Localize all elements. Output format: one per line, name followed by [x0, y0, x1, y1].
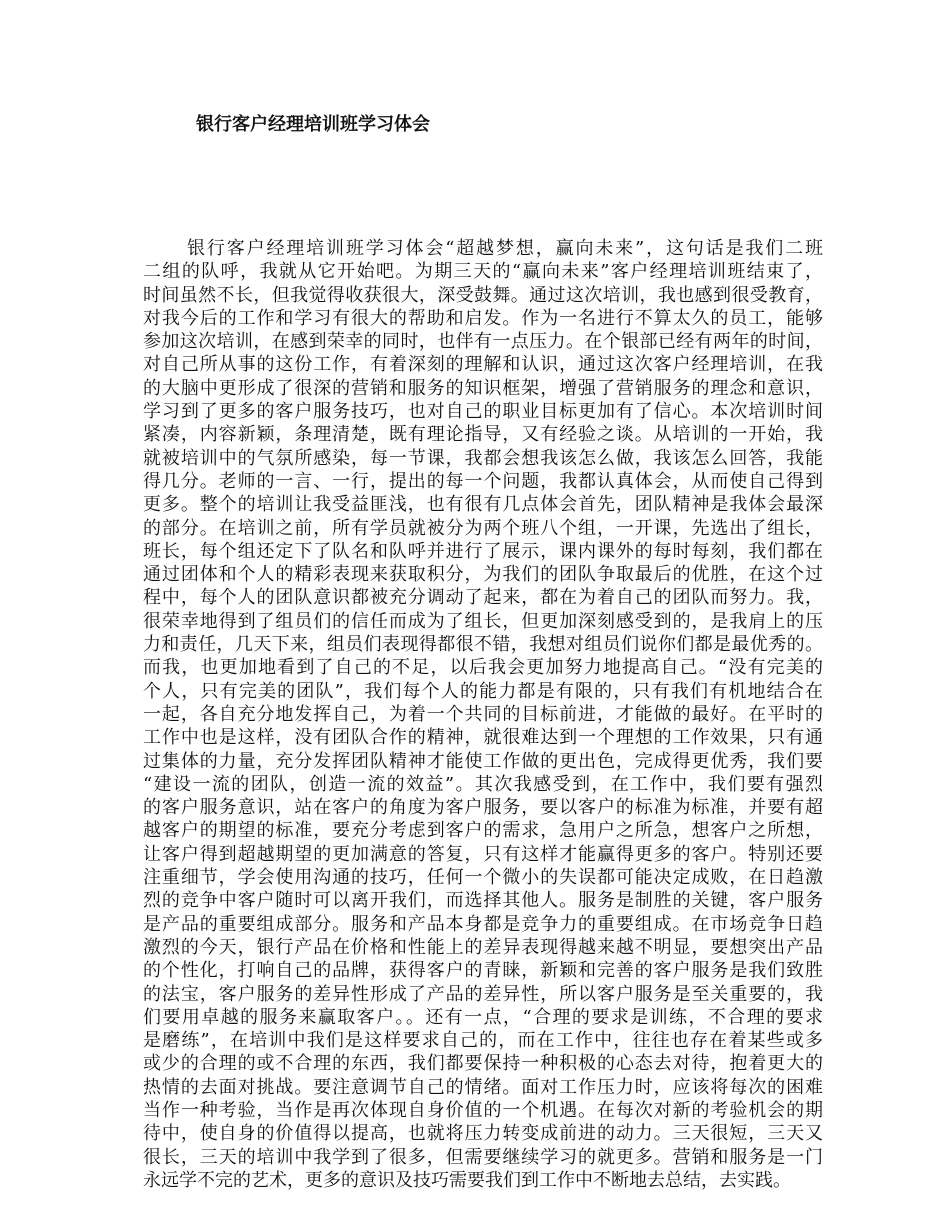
body-line: 班长，每个组还定下了队名和队呼并进行了展示，课内课外的每时每刻，我们都在 — [143, 540, 823, 562]
body-line: 让客户得到超越期望的更加满意的答复，只有这样才能赢得更多的客户。特别还要 — [143, 843, 823, 865]
body-line: 二组的队呼，我就从它开始吧。为期三天的“赢向未来”客户经理培训班结束了， — [143, 261, 823, 283]
body-line: 更多。整个的培训让我受益匪浅，也有很有几点体会首先，团队精神是我体会最深 — [143, 494, 823, 516]
body-line: 或少的合理的或不合理的东西，我们都要保持一种积极的心态去对待，抱着更大的 — [143, 1053, 823, 1075]
body-line: 银行客户经理培训班学习体会“超越梦想，赢向未来”，这句话是我们二班 — [187, 238, 823, 259]
body-line: 个人，只有完美的团队”，我们每个人的能力都是有限的，只有我们有机地结合在 — [143, 680, 823, 702]
body-line: 越客户的期望的标准，要充分考虑到客户的需求，急用户之所急，想客户之所想， — [143, 820, 823, 842]
body-line: 学习到了更多的客户服务技巧，也对自己的职业目标更加有了信心。本次培训时间 — [143, 401, 823, 423]
body-line: 当作一种考验，当作是再次体现自身价值的一个机遇。在每次对新的考验机会的期 — [143, 1099, 823, 1121]
body-line: 很长，三天的培训中我学到了很多，但需要继续学习的就更多。营销和服务是一门 — [143, 1146, 823, 1168]
document-body — [143, 237, 823, 1192]
body-line: 的法宝，客户服务的差异性形成了产品的差异性，所以客户服务是至关重要的，我 — [143, 983, 823, 1005]
body-line: 就被培训中的气氛所感染，每一节课，我都会想我该怎么做，我该怎么回答，我能 — [143, 447, 823, 469]
body-line: 一起，各自充分地发挥自己，为着一个共同的目标前进，才能做的最好。在平时的 — [143, 703, 823, 725]
body-line: 的客户服务意识，站在客户的角度为客户服务，要以客户的标准为标准，并要有超 — [143, 797, 823, 819]
body-line: “建设一流的团队，创造一流的效益”。其次我感受到，在工作中，我们要有强烈 — [143, 773, 823, 795]
body-line: 热情的去面对挑战。要注意调节自己的情绪。面对工作压力时，应该将每次的困难 — [143, 1076, 823, 1098]
body-line: 参加这次培训，在感到荣幸的同时，也伴有一点压力。在个银部已经有两年的时间， — [143, 331, 823, 353]
body-line: 激烈的今天，银行产品在价格和性能上的差异表现得越来越不明显，要想突出产品 — [143, 936, 823, 958]
body-line: 紧凑，内容新颖，条理清楚，既有理论指导，又有经验之谈。从培训的一开始，我 — [143, 424, 823, 446]
body-line: 是磨练”，在培训中我们是这样要求自己的，而在工作中，往往也存在着某些或多 — [143, 1030, 823, 1052]
body-line: 注重细节，学会使用沟通的技巧，任何一个微小的失误都可能决定成败，在日趋激 — [143, 867, 823, 889]
body-line: 而我，也更加地看到了自己的不足，以后我会更加努力地提高自己。“没有完美的 — [143, 657, 823, 679]
body-line: 很荣幸地得到了组员们的信任而成为了组长，但更加深刻感受到的，是我肩上的压 — [143, 610, 823, 632]
body-line: 对自己所从事的这份工作，有着深刻的理解和认识，通过这次客户经理培训，在我 — [143, 354, 823, 376]
body-line: 过集体的力量，充分发挥团队精神才能使工作做的更出色，完成得更优秀，我们要 — [143, 750, 823, 772]
body-line: 程中，每个人的团队意识都被充分调动了起来，都在为着自己的团队而努力。我， — [143, 587, 823, 609]
body-line: 通过团体和个人的精彩表现来获取积分，为我们的团队争取最后的优胜，在这个过 — [143, 564, 823, 586]
document-title: 银行客户经理培训班学习体会 — [196, 114, 430, 135]
body-line: 的部分。在培训之前，所有学员就被分为两个班八个组，一开课，先选出了组长， — [143, 517, 823, 539]
body-line: 待中，使自身的价值得以提高，也就将压力转变成前进的动力。三天很短，三天又 — [143, 1123, 823, 1145]
body-line: 力和责任，几天下来，组员们表现得都很不错，我想对组员们说你们都是最优秀的。 — [143, 634, 823, 656]
body-line: 时间虽然不长，但我觉得收获很大，深受鼓舞。通过这次培训，我也感到很受教育， — [143, 284, 823, 306]
body-line: 的个性化，打响自己的品牌，获得客户的青睐，新颖和完善的客户服务是我们致胜 — [143, 960, 823, 982]
body-line: 烈的竞争中客户随时可以离开我们，而选择其他人。服务是制胜的关键，客户服务 — [143, 890, 823, 912]
body-line: 对我今后的工作和学习有很大的帮助和启发。作为一名进行不算太久的员工，能够 — [143, 307, 823, 329]
body-line: 得几分。老师的一言、一行，提出的每一个问题，我都认真体会，从而使自己得到 — [143, 470, 823, 492]
body-line: 们要用卓越的服务来赢取客户。。还有一点，“合理的要求是训练，不合理的要求 — [143, 1006, 823, 1028]
body-line: 工作中也是这样，没有团队合作的精神，就很难达到一个理想的工作效果，只有通 — [143, 727, 823, 749]
body-line: 永远学不完的艺术，更多的意识及技巧需要我们到工作中不断地去总结，去实践。 — [143, 1169, 791, 1191]
body-line: 的大脑中更形成了很深的营销和服务的知识框架，增强了营销服务的理念和意识， — [143, 377, 823, 399]
body-line: 是产品的重要组成部分。服务和产品本身都是竞争力的重要组成。在市场竞争日趋 — [143, 913, 823, 935]
